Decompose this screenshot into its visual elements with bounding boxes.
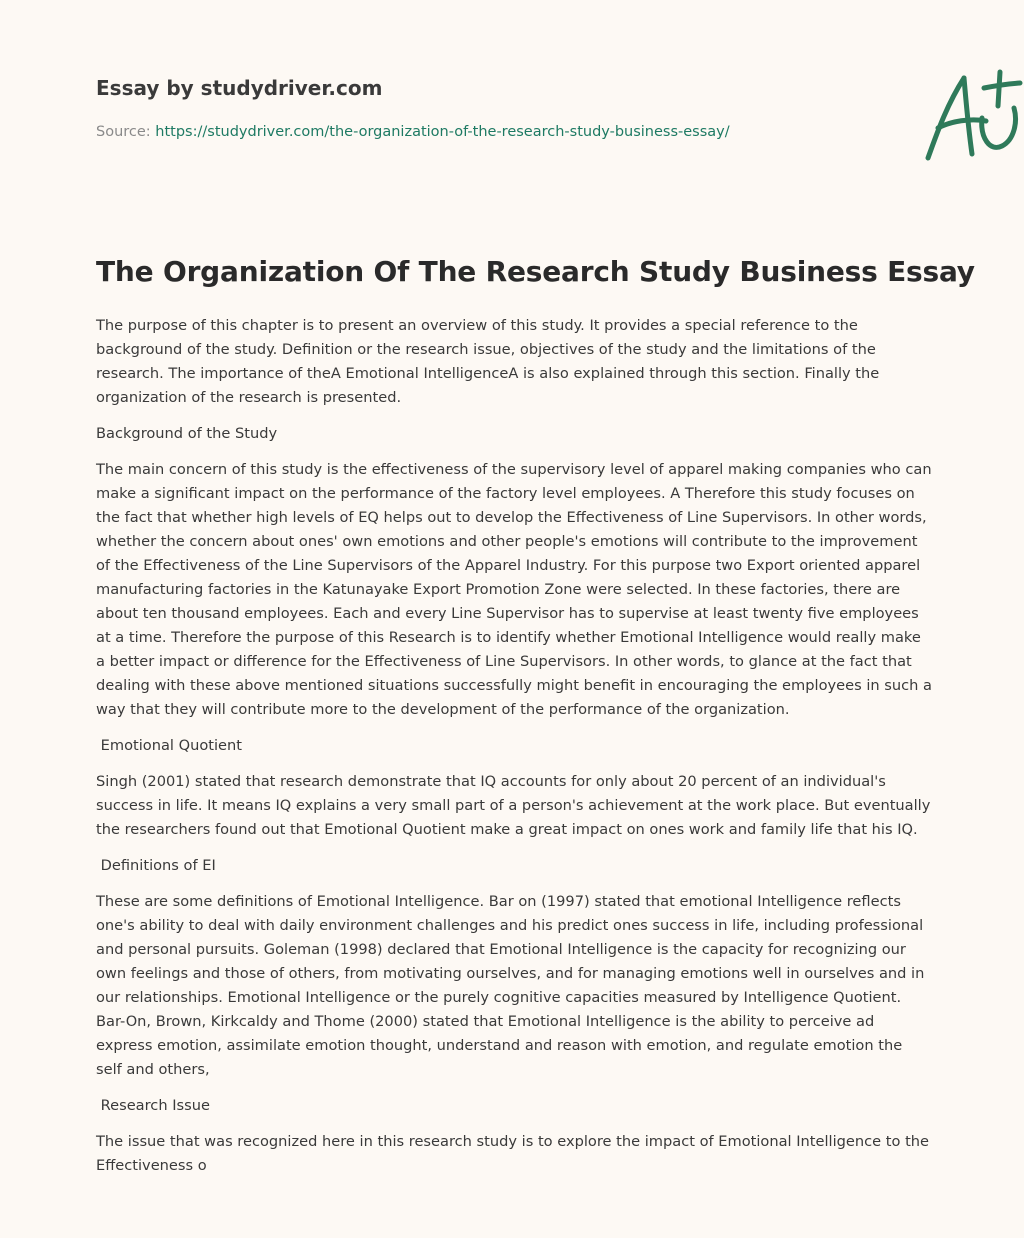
essay-content <box>96 314 932 1190</box>
body-paragraph: The purpose of this chapter is to present an overview of this study. It provides a special reference to the background of the study. Definition or the research issue, objectives of the study and the limitations of the research. The importance of theA Emotional IntelligenceA is also explained through this section. Finally the organization of the research is presented. <box>96 317 880 406</box>
source-label: Source: <box>96 124 151 140</box>
body-paragraph: These are some definitions of Emotional Intelligence. Bar on (1997) stated that emotional Intelligence reflects one's ability to deal with daily environment challenges and his predict ones success in life, including professional and personal pursuits. Goleman (1998) declared that Emotional Intelligence is the capacity for recognizing our own feelings and those of others, from motivating ourselves, and for managing emotions well in ourselves and in our relationships. Emotional Intelligence or the purely cognitive capacities measured by Intelligence Quotient. Bar-On, Brown, Kirkcaldy and Thome (2000) stated that Emotional Intelligence is the ability to perceive ad express emotion, assimilate emotion thought, understand and reason with emotion, and regulate emotion the self and others, <box>96 893 925 1078</box>
body-paragraph: The main concern of this study is the effectiveness of the supervisory level of apparel making companies who can make a significant impact on the performance of the factory level employees. A Therefore this study focuses on the fact that whether high levels of EQ helps out to develop the Effectiveness of Line Supervisors. In other words, whether the concern about ones' own emotions and other people's emotions will contribute to the improvement of the Effectiveness of the Line Supervisors of the Apparel Industry. For this purpose two Export oriented apparel manufacturing factories in the Katunayake Export Promotion Zone were selected. In these factories, there are about ten thousand employees. Each and every Line Supervisor has to supervise at least twenty five employees at a time. Therefore the purpose of this Research is to identify whether Emotional Intelligence would really make a better impact or difference for the Effectiveness of Line Supervisors. In other words, to glance at the fact that dealing with these above mentioned situations successfully might benefit in encouraging the employees in such a way that they will contribute more to the development of the performance of the organization. <box>96 461 932 718</box>
essay-title: The Organization Of The Research Study Business Essay <box>96 255 975 288</box>
section-heading: Research Issue <box>96 1097 210 1114</box>
section-heading: Background of the Study <box>96 425 278 442</box>
a-plus-logo-icon <box>916 66 1024 166</box>
site-title: Essay by studydriver.com <box>96 76 383 100</box>
section-heading: Definitions of EI <box>96 857 216 874</box>
body-paragraph: The issue that was recognized here in this research study is to explore the impact of Emotional Intelligence to the Effectiveness o <box>96 1133 930 1174</box>
section-heading: Emotional Quotient <box>96 737 242 754</box>
body-paragraph: Singh (2001) stated that research demonstrate that IQ accounts for only about 20 percent of an individual's success in life. It means IQ explains a very small part of a person's achievement at the work place. But eventually the researchers found out that Emotional Quotient make a great impact on ones work and family life that his IQ. <box>96 773 931 838</box>
source-line <box>96 124 730 140</box>
source-link[interactable]: https://studydriver.com/the-organization-of-the-research-study-business-essay/ <box>155 124 730 140</box>
